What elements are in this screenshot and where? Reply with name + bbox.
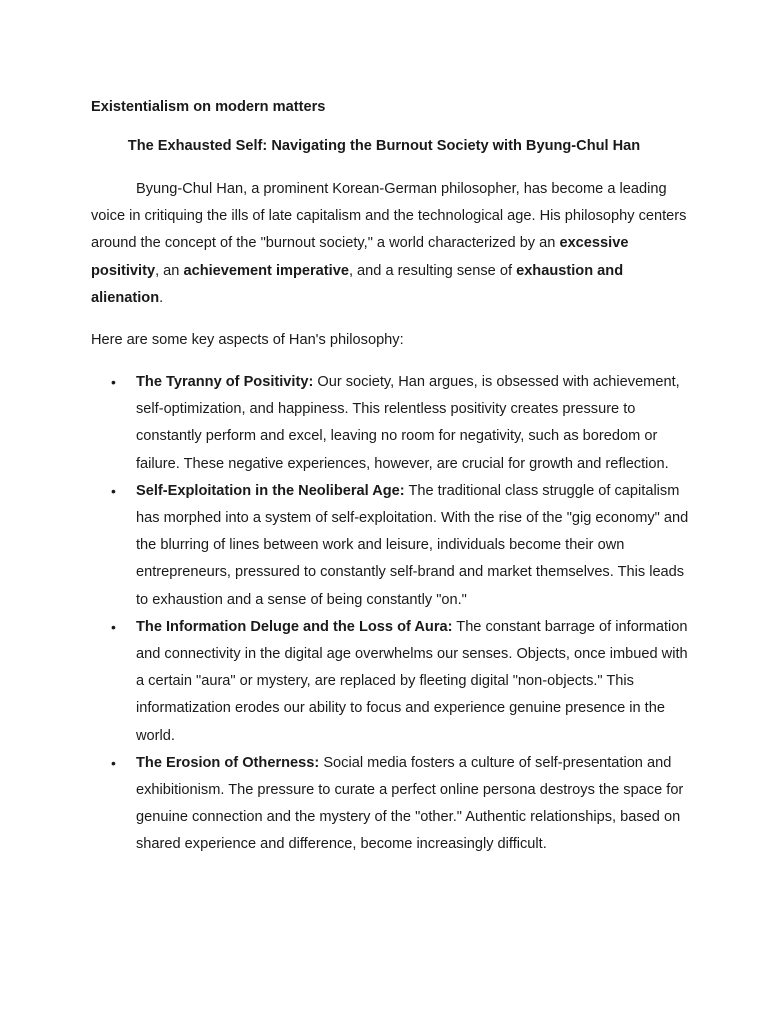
list-item-term: The Tyranny of Positivity: — [136, 374, 314, 390]
intro-text-3: , and a resulting sense of — [348, 262, 517, 279]
list-item — [91, 478, 691, 614]
intro-paragraph — [91, 176, 691, 312]
bullet-icon: • — [111, 482, 116, 499]
intro-bold-3: exhaustion and alienation — [91, 262, 624, 306]
list-item — [91, 750, 691, 859]
list-lead-in: Here are some key aspects of Han's philosophy: — [91, 332, 404, 348]
list-item-text: The constant barrage of information and connectivity in the digital age overwhelms our senses. Objects, once imbued with a certain "aura" or mystery, are replaced by fleeting digital "non-objects." This informatization erodes our ability to focus and experience genuine presence in the world. — [136, 618, 688, 744]
bullet-icon: • — [111, 374, 116, 390]
list-item-text: Our society, Han argues, is obsessed with achievement, self-optimization, and happiness. This relentless positivity creates pressure to constantly perform and excel, leaving no room for negativity, such as boredom or failure. These negative experiences, however, are crucial for growth and reflection. — [136, 374, 680, 472]
key-aspects-list — [91, 369, 691, 859]
article-title: The Exhausted Self: Navigating the Burnout Society with Byung-Chul Han — [127, 138, 641, 154]
bullet-icon: • — [111, 618, 116, 635]
intro-bold-2: achievement imperative — [183, 262, 349, 279]
intro-text-2: , an — [155, 262, 184, 279]
list-item-text: Social media fosters a culture of self-presentation and exhibitionism. The pressure to curate a perfect online persona destroys the space for genuine connection and the mystery of the "other." Authentic relationships, based on shared experience and difference, become increasingly difficult. — [136, 754, 684, 853]
intro-bold-1: excessive positivity — [91, 235, 629, 279]
intro-text-1: Byung-Chul Han, a prominent Korean-German philosopher, has become a leading voice in critiquing the ills of late capitalism and the technological age. His philosophy centers around the concept of the "burnout society," a world characterized by an — [91, 181, 687, 252]
list-item — [91, 614, 691, 750]
list-item — [91, 369, 691, 478]
document-heading: Existentialism on modern matters — [91, 99, 326, 115]
list-item-term: Self-Exploitation in the Neoliberal Age: — [136, 482, 405, 499]
list-item-term: The Information Deluge and the Loss of Aura: — [136, 618, 453, 635]
list-item-text: The traditional class struggle of capitalism has morphed into a system of self-exploitation. With the rise of the "gig economy" and the blurring of lines between work and leisure, individuals become their own entrepreneurs, pressured to constantly self-brand and market themselves. This leads to exhaustion and a sense of being constantly "on." — [136, 482, 689, 608]
bullet-icon: • — [111, 754, 116, 771]
intro-text-4: . — [159, 289, 164, 306]
list-item-term: The Erosion of Otherness: — [136, 754, 320, 771]
